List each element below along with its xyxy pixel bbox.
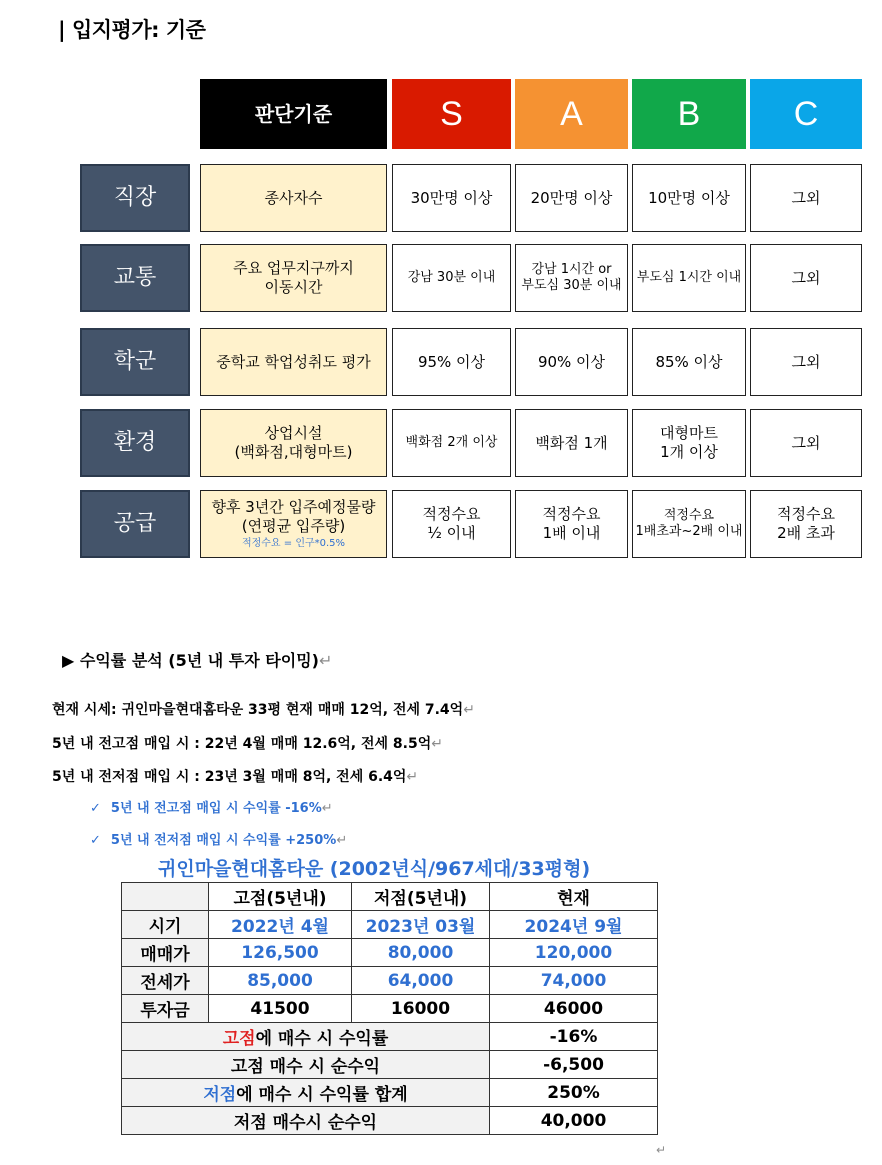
cell-text-line: 주요 업무지구까지 bbox=[233, 259, 354, 278]
check-low-return: ✓ 5년 내 전저점 매입 시 수익률 +250%↵ bbox=[90, 833, 348, 848]
criterion-cell bbox=[200, 164, 387, 232]
table-cell: 120,000 bbox=[490, 939, 658, 967]
criterion-cell bbox=[200, 244, 387, 312]
grade-value-cell bbox=[632, 244, 746, 312]
cell-text-line: 이동시간 bbox=[264, 278, 323, 296]
summary-row bbox=[122, 1107, 658, 1135]
cell-text-line: 30만명 이상 bbox=[410, 188, 493, 207]
check-icon: ✓ bbox=[90, 801, 101, 816]
cell-text-line: (연평균 입주량) bbox=[241, 516, 346, 535]
cell-text-line: 2배 초과 bbox=[777, 524, 835, 542]
cell-text-line: 부도심 30분 이내 bbox=[521, 278, 622, 293]
cell-text-line: 부도심 1시간 이내 bbox=[636, 269, 742, 285]
row-label: 공급 bbox=[80, 490, 190, 558]
summary-row bbox=[122, 1079, 658, 1107]
cell-text-line: 상업시설 bbox=[264, 424, 323, 443]
cell-text-line: 1배초과~2배 이내 bbox=[635, 524, 743, 539]
table-row bbox=[122, 883, 658, 911]
table-cell: 41500 bbox=[209, 995, 352, 1023]
grade-value-cell bbox=[750, 164, 862, 232]
summary-label-text: 고점 매수 시 순수익 bbox=[230, 1057, 381, 1077]
grade-value-cell bbox=[750, 328, 862, 396]
table-cell: 16000 bbox=[352, 995, 490, 1023]
cell-text-line: 20만명 이상 bbox=[530, 188, 613, 207]
summary-value: -16% bbox=[490, 1023, 658, 1051]
page-heading: | 입지평가: 기준 bbox=[58, 18, 206, 42]
cell-text-line: 강남 30분 이내 bbox=[407, 269, 496, 285]
cell-text-line: 적정수요 bbox=[542, 505, 601, 524]
grade-value-cell bbox=[515, 490, 628, 558]
column-header: 저점(5년내) bbox=[352, 883, 490, 911]
summary-value: -6,500 bbox=[490, 1051, 658, 1079]
table-row bbox=[122, 967, 658, 995]
summary-label bbox=[122, 1079, 490, 1107]
summary-label-text: 저점 매수시 순수익 bbox=[233, 1113, 378, 1133]
cell-text-line: 중학교 학업성취도 평가 bbox=[216, 352, 371, 371]
table-cell: 2022년 4월 bbox=[209, 911, 352, 939]
cell-text-line: 대형마트 bbox=[660, 424, 718, 443]
column-header: 현재 bbox=[490, 883, 658, 911]
summary-label bbox=[122, 1023, 490, 1051]
cell-text-line: 그외 bbox=[791, 433, 821, 452]
cell-text-line: 그외 bbox=[791, 268, 821, 287]
row-label: 환경 bbox=[80, 409, 190, 477]
high-purchase-line: 5년 내 전고점 매입 시 : 22년 4월 매매 12.6억, 전세 8.5억↵ bbox=[52, 736, 443, 752]
row-label: 학군 bbox=[80, 328, 190, 396]
check-high-return: ✓ 5년 내 전고점 매입 시 수익률 -16%↵ bbox=[90, 801, 333, 816]
grade-value-cell bbox=[632, 409, 746, 477]
grade-value-cell bbox=[632, 490, 746, 558]
table-row bbox=[122, 995, 658, 1023]
table-cell: 74,000 bbox=[490, 967, 658, 995]
table-row bbox=[122, 939, 658, 967]
grade-value-cell bbox=[392, 164, 511, 232]
table-row bbox=[122, 911, 658, 939]
current-price-line: 현재 시세: 귀인마을현대홈타운 33평 현재 매매 12억, 전세 7.4억↵ bbox=[52, 702, 475, 718]
header-grade-a: A bbox=[515, 79, 628, 149]
table-cell: 85,000 bbox=[209, 967, 352, 995]
summary-label bbox=[122, 1051, 490, 1079]
grade-value-cell bbox=[515, 244, 628, 312]
table-cell: 64,000 bbox=[352, 967, 490, 995]
summary-label bbox=[122, 1107, 490, 1135]
grade-value-cell bbox=[392, 409, 511, 477]
cell-text-line: 1개 이상 bbox=[660, 443, 718, 461]
criterion-note: 적정수요 = 인구*0.5% bbox=[241, 537, 346, 549]
grade-value-cell bbox=[392, 328, 511, 396]
summary-label-text: 에 매수 시 수익률 합계 bbox=[236, 1085, 408, 1105]
summary-row bbox=[122, 1023, 658, 1051]
grade-value-cell bbox=[515, 409, 628, 477]
header-grade-b: B bbox=[632, 79, 746, 149]
cell-text-line: 백화점 1개 bbox=[535, 433, 608, 452]
cell-text-line: 그외 bbox=[791, 352, 821, 371]
analysis-title: ▶ 수익률 분석 (5년 내 투자 타이밍)↵ bbox=[62, 651, 333, 670]
table-cell: 2024년 9월 bbox=[490, 911, 658, 939]
column-header: 고점(5년내) bbox=[209, 883, 352, 911]
grade-value-cell bbox=[392, 490, 511, 558]
cell-text-line: 적정수요 bbox=[777, 505, 835, 524]
cell-text-line: 적정수요 bbox=[663, 507, 715, 523]
cell-text-line: 90% 이상 bbox=[537, 352, 606, 371]
cell-text-line: (백화점,대형마트) bbox=[234, 443, 353, 461]
header-grade-c: C bbox=[750, 79, 862, 149]
paragraph-mark: ↵ bbox=[656, 1143, 667, 1157]
row-header: 투자금 bbox=[122, 995, 209, 1023]
table-cell: 126,500 bbox=[209, 939, 352, 967]
results-table bbox=[121, 882, 658, 1135]
row-header: 전세가 bbox=[122, 967, 209, 995]
cell-text-line: 향후 3년간 입주예정물량 bbox=[211, 498, 376, 516]
row-header: 매매가 bbox=[122, 939, 209, 967]
cell-text-line: 10만명 이상 bbox=[648, 188, 730, 207]
low-purchase-line: 5년 내 전저점 매입 시 : 23년 3월 매매 8억, 전세 6.4억↵ bbox=[52, 769, 419, 785]
cell-text-line: 강남 1시간 or bbox=[531, 261, 612, 277]
grade-value-cell bbox=[750, 490, 862, 558]
summary-label-text: 에 매수 시 수익률 bbox=[255, 1029, 389, 1049]
cell-text-line: 백화점 2개 이상 bbox=[405, 434, 498, 450]
summary-label-highlight: 저점 bbox=[203, 1085, 237, 1105]
criterion-cell bbox=[200, 409, 387, 477]
criterion-cell bbox=[200, 328, 387, 396]
cell-text-line: 적정수요 bbox=[422, 505, 481, 524]
column-header bbox=[122, 883, 209, 911]
criterion-cell bbox=[200, 490, 387, 558]
cell-text-line: 그외 bbox=[791, 188, 821, 207]
summary-value: 40,000 bbox=[490, 1107, 658, 1135]
summary-row bbox=[122, 1051, 658, 1079]
row-label: 직장 bbox=[80, 164, 190, 232]
table-cell: 2023년 03월 bbox=[352, 911, 490, 939]
cell-text-line: 1배 이내 bbox=[542, 524, 601, 542]
row-label: 교통 bbox=[80, 244, 190, 312]
cell-text-line: ½ 이내 bbox=[427, 524, 476, 542]
grade-value-cell bbox=[515, 164, 628, 232]
cell-text-line: 종사자수 bbox=[264, 188, 323, 207]
cell-text-line: 95% 이상 bbox=[417, 352, 486, 371]
grade-value-cell bbox=[750, 409, 862, 477]
grade-value-cell bbox=[632, 164, 746, 232]
table-cell: 46000 bbox=[490, 995, 658, 1023]
check-icon: ✓ bbox=[90, 833, 101, 848]
grade-value-cell bbox=[632, 328, 746, 396]
summary-label-highlight: 고점 bbox=[222, 1029, 256, 1049]
summary-value: 250% bbox=[490, 1079, 658, 1107]
cell-text-line: 85% 이상 bbox=[655, 352, 723, 371]
header-judge: 판단기준 bbox=[200, 79, 387, 149]
grade-value-cell bbox=[392, 244, 511, 312]
grade-value-cell bbox=[515, 328, 628, 396]
row-header: 시기 bbox=[122, 911, 209, 939]
table-cell: 80,000 bbox=[352, 939, 490, 967]
results-table-title: 귀인마을현대홈타운 (2002년식/967세대/33평형) bbox=[158, 858, 591, 880]
header-grade-s: S bbox=[392, 79, 511, 149]
grade-value-cell bbox=[750, 244, 862, 312]
